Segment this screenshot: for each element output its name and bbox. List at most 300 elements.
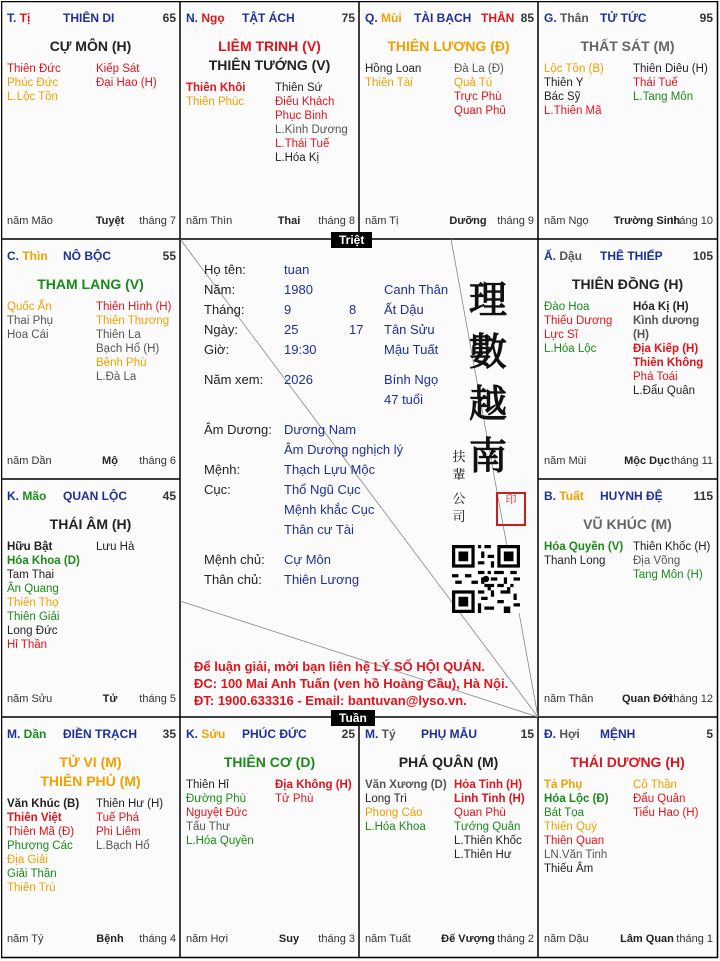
- calligraphy-char: 扶: [452, 450, 466, 465]
- minor-star: Thiên Quan: [544, 835, 605, 847]
- footer-month: tháng 12: [670, 693, 713, 705]
- palace-branch: [544, 727, 580, 741]
- minor-star: Kình dương (H): [633, 315, 700, 341]
- minor-stars-right: [454, 62, 506, 118]
- main-star: THIÊN ĐỒNG (H): [571, 276, 684, 292]
- minor-star: Địa Võng: [633, 555, 681, 567]
- calligraphy-small-2: [452, 491, 466, 527]
- palace-name: PHÚC ĐỨC: [242, 727, 307, 741]
- minor-star: Giải Thần: [7, 868, 57, 880]
- minor-star: Thiên Tài: [365, 77, 413, 89]
- palace-name: HUYNH ĐỆ: [600, 489, 663, 503]
- minor-star: Lưu Hà: [96, 541, 135, 553]
- minor-star: Bệnh Phù: [96, 357, 147, 369]
- palace-branch-name: Sửu: [201, 727, 226, 741]
- palace-name: QUAN LỘC: [63, 489, 127, 503]
- label-than-chu: Thân chủ:: [204, 572, 262, 587]
- footer-phase: Lâm Quan: [620, 933, 674, 945]
- footer-year: năm Dần: [7, 455, 52, 467]
- value-nam-xem-lunar: Bính Ngọ: [384, 372, 439, 387]
- palace-footer: [7, 215, 176, 229]
- contact-line-2: ĐC: 100 Mai Anh Tuấn (ven hồ Hoàng Cầu), Hà Nội.: [194, 676, 509, 691]
- value-cuc-3: Thân cư Tài: [284, 522, 354, 537]
- value-am-duong-2: Âm Dương nghịch lý: [284, 442, 404, 457]
- main-stars: [359, 753, 538, 772]
- palace-branch: [7, 727, 46, 741]
- palace-name: THIÊN DI: [63, 11, 115, 25]
- minor-star: Bác Sỹ: [544, 91, 581, 103]
- calligraphy-char: 司: [452, 510, 466, 525]
- palace-age-start: 45: [162, 489, 176, 503]
- minor-star: Hỏa Tinh (H): [454, 779, 523, 791]
- minor-stars-left: [7, 300, 53, 342]
- minor-stars-right: [633, 540, 710, 582]
- label-ngay: Ngày:: [204, 322, 238, 337]
- palace-age-start: 95: [699, 11, 713, 25]
- minor-stars-left: [7, 797, 79, 895]
- minor-star: Tang Môn (H): [633, 569, 703, 581]
- palace-stem: Q.: [365, 11, 382, 25]
- palace-branch: [186, 727, 225, 741]
- red-seal-stamp: 印: [496, 492, 526, 526]
- main-stars: [538, 37, 717, 56]
- contact-line-1: Để luận giải, mời bạn liên hệ LÝ SỐ HỘI QUÁN.: [194, 659, 485, 674]
- label-am-duong: Âm Dương:: [204, 422, 272, 437]
- palace-branch-name: Thìn: [22, 249, 48, 263]
- palace-footer: [7, 693, 176, 707]
- minor-stars-left: [186, 778, 254, 848]
- palace-footer: [544, 693, 713, 707]
- main-stars: [1, 753, 180, 791]
- value-menh: Thạch Lựu Mộc: [284, 462, 376, 477]
- footer-year: năm Dậu: [544, 933, 589, 945]
- minor-star: Quả Tú: [454, 77, 493, 89]
- palace-footer: [544, 455, 713, 469]
- palace-stem: K.: [7, 489, 23, 503]
- footer-month: tháng 3: [318, 933, 355, 945]
- minor-star: L.Đà La: [96, 371, 137, 383]
- minor-star: Tấu Thư: [186, 821, 230, 833]
- label-ho-ten: Họ tên:: [204, 262, 246, 277]
- palace-cell-ngo[interactable]: [180, 1, 359, 239]
- minor-stars-left: [7, 62, 61, 104]
- footer-phase: Suy: [278, 933, 300, 945]
- palace-footer: [365, 933, 534, 947]
- minor-stars-right: [275, 81, 348, 165]
- contact-line-3: ĐT: 1900.633316 - Email: bantuvan@lyso.vn.: [194, 693, 467, 708]
- calligraphy-char: 數: [468, 329, 507, 374]
- footer-year: năm Mùi: [544, 455, 587, 467]
- footer-phase: Trường Sinh: [613, 215, 681, 227]
- minor-star: Thanh Long: [544, 555, 606, 567]
- value-nam-lunar: Canh Thân: [384, 282, 449, 297]
- palace-footer: [544, 933, 713, 947]
- minor-star: Thiếu Âm: [544, 863, 594, 875]
- palace-cell-mui[interactable]: [359, 1, 538, 239]
- palace-age-start: 5: [706, 727, 713, 741]
- palace-branch-name: Tị: [19, 11, 31, 25]
- value-gio-lunar: Mậu Tuất: [384, 342, 439, 357]
- calligraphy-char: 理: [468, 277, 507, 322]
- minor-star: Lực Sĩ: [544, 329, 578, 341]
- minor-star: Long Trì: [365, 793, 408, 805]
- palace-age-start: 25: [341, 727, 355, 741]
- minor-stars-left: [7, 540, 80, 652]
- value-nam-xem: 2026: [284, 372, 313, 387]
- minor-star: Tuế Phá: [96, 812, 140, 824]
- label-menh: Mệnh:: [204, 462, 241, 477]
- footer-phase: Quan Đới: [622, 693, 672, 705]
- minor-star: Nguyệt Đức: [186, 807, 248, 819]
- minor-star: Tướng Quân: [454, 821, 521, 833]
- minor-star: L.Hóa Quyền: [186, 835, 254, 847]
- minor-star: Tả Phụ: [544, 779, 583, 791]
- palace-cell-hoi[interactable]: [538, 717, 717, 957]
- minor-star: Hữu Bật: [7, 541, 53, 553]
- minor-stars-right: [633, 62, 708, 104]
- minor-star: Hỉ Thần: [7, 639, 48, 651]
- palace-stem: G.: [544, 11, 561, 25]
- palace-cell-ty[interactable]: [359, 717, 538, 957]
- palace-branch: [365, 11, 402, 25]
- value-ho-ten: tuan: [284, 262, 310, 277]
- palace-branch: [7, 11, 30, 25]
- minor-star: Trực Phù: [454, 91, 502, 103]
- minor-star: Văn Khúc (B): [7, 798, 80, 810]
- minor-star: Thiên Khốc (H): [633, 541, 711, 553]
- minor-star: Thiên Mã (Đ): [7, 826, 75, 838]
- minor-star: Hóa Kị (H): [633, 301, 689, 313]
- palace-name: MỆNH: [600, 727, 636, 741]
- palace-name: THÊ THIẾP: [600, 249, 663, 263]
- minor-stars-left: [544, 778, 609, 876]
- palace-name: ĐIỀN TRẠCH: [63, 727, 137, 741]
- palace-age-start: 105: [692, 249, 713, 263]
- tuan-marker: Tuần: [331, 710, 375, 726]
- palace-age-start: 65: [162, 11, 176, 25]
- main-stars: [538, 753, 717, 772]
- minor-star: Hóa Quyền (V): [544, 541, 624, 553]
- footer-month: tháng 1: [676, 933, 713, 945]
- value-age: 47 tuổi: [384, 392, 424, 407]
- palace-name: TỬ TỨC: [600, 11, 647, 25]
- minor-stars-left: [544, 300, 612, 356]
- minor-star: Thiên Thọ: [7, 597, 59, 609]
- palace-branch: [7, 249, 48, 263]
- palace-stem: N.: [186, 11, 202, 25]
- palace-branch-name: Tý: [381, 727, 396, 741]
- minor-star: Hóa Khoa (D): [7, 555, 80, 567]
- minor-star: L.Bạch Hổ: [96, 840, 150, 852]
- main-stars: [538, 515, 717, 534]
- than-marker: THÂN: [481, 11, 515, 25]
- palace-stem: B.: [544, 489, 560, 503]
- minor-star: Kiếp Sát: [96, 63, 140, 75]
- footer-phase: Mộc Dục: [624, 455, 670, 467]
- minor-stars-right: [96, 540, 134, 554]
- value-ngay-lunar-num: 17: [349, 322, 364, 337]
- footer-phase: Mộ: [102, 455, 118, 467]
- palace-footer: [7, 455, 176, 469]
- palace-branch-name: Thân: [560, 11, 589, 25]
- footer-year: năm Mão: [7, 215, 53, 227]
- minor-star: L.Thiên Khốc: [454, 835, 522, 847]
- footer-month: tháng 8: [318, 215, 355, 227]
- label-gio: Giờ:: [204, 342, 230, 357]
- palace-stem: M.: [7, 727, 24, 741]
- minor-stars-left: [544, 540, 623, 568]
- value-cuc-2: Mệnh khắc Cục: [284, 502, 375, 517]
- palace-branch-name: Dậu: [559, 249, 583, 263]
- minor-stars-left: [365, 62, 421, 90]
- minor-star: Đào Hoa: [544, 301, 590, 313]
- minor-star: Đẩu Quân: [633, 793, 686, 805]
- footer-month: tháng 7: [139, 215, 176, 227]
- value-ngay-lunar: Tân Sửu: [384, 322, 435, 337]
- palace-footer: [186, 933, 355, 947]
- minor-star: Thiên Phúc: [186, 96, 245, 108]
- minor-star: Thiên Sứ: [275, 82, 323, 94]
- minor-star: Đường Phù: [186, 793, 246, 805]
- footer-phase: Tuyệt: [95, 215, 125, 227]
- minor-star: L.Lộc Tồn: [7, 91, 58, 103]
- palace-branch-name: Mão: [22, 489, 47, 503]
- minor-star: L.Hóa Kị: [275, 152, 320, 164]
- footer-year: năm Tị: [365, 215, 399, 227]
- main-stars: [180, 37, 359, 75]
- minor-star: Thiên Thương: [96, 315, 170, 327]
- calligraphy-char: 越: [468, 381, 507, 426]
- palace-age-start: 55: [162, 249, 176, 263]
- main-star: THIÊN PHỦ (M): [40, 773, 141, 789]
- palace-branch: [186, 11, 225, 25]
- main-stars: [359, 37, 538, 56]
- minor-stars-right: [96, 62, 157, 90]
- label-menh-chu: Mệnh chủ:: [204, 552, 265, 567]
- minor-stars-right: [96, 797, 163, 853]
- minor-stars-left: [544, 62, 604, 118]
- minor-star: Phá Toái: [633, 371, 678, 383]
- main-star: THAM LANG (V): [37, 276, 144, 292]
- minor-stars-right: [633, 778, 698, 820]
- palace-age-start: 35: [162, 727, 176, 741]
- value-cuc: Thổ Ngũ Cục: [284, 482, 361, 497]
- palace-stem: Đ.: [544, 727, 560, 741]
- label-nam: Năm:: [204, 282, 236, 297]
- minor-star: Quốc Ấn: [7, 301, 52, 313]
- calligraphy-char: 輩: [452, 468, 466, 483]
- main-stars: [180, 753, 359, 772]
- palace-age-start: 115: [693, 489, 713, 503]
- minor-star: Quan Phù: [454, 807, 506, 819]
- minor-star: LN.Văn Tinh: [544, 849, 608, 861]
- minor-star: Thiên Việt: [7, 812, 62, 824]
- palace-stem: T.: [7, 11, 20, 25]
- minor-star: Cô Thần: [633, 779, 677, 791]
- palace-branch-name: Ngọ: [201, 11, 225, 25]
- minor-star: Bạch Hổ (H): [96, 343, 160, 355]
- palace-cell-ti[interactable]: [1, 1, 180, 239]
- main-star: VŨ KHÚC (M): [583, 516, 672, 532]
- palace-age-start: 15: [520, 727, 534, 741]
- palace-footer: [544, 215, 713, 229]
- minor-star: L.Kình Dương: [275, 124, 348, 136]
- main-star: THÁI ÂM (H): [49, 516, 132, 532]
- main-star: THIÊN TƯỚNG (V): [208, 57, 331, 73]
- minor-star: Thiên Diêu (H): [633, 63, 708, 75]
- palace-cell-dau[interactable]: [538, 239, 717, 479]
- main-star: CỰ MÔN (H): [49, 38, 132, 54]
- palace-stem: Ấ.: [544, 249, 560, 263]
- main-star: PHÁ QUÂN (M): [398, 754, 499, 770]
- main-star: THIÊN CƠ (D): [223, 754, 316, 770]
- palace-cell-tuat[interactable]: [538, 479, 717, 717]
- footer-phase: Tử: [102, 693, 118, 705]
- footer-year: năm Tuất: [365, 933, 411, 945]
- minor-star: Long Đức: [7, 625, 58, 637]
- palace-age-start: 75: [341, 11, 355, 25]
- palace-cell-thin[interactable]: [1, 239, 180, 479]
- value-nam-solar: 1980: [284, 282, 313, 297]
- palace-cell-dan[interactable]: [1, 717, 180, 957]
- minor-star: L.Thiên Hư: [454, 849, 512, 861]
- minor-star: Thiên La: [96, 329, 141, 341]
- main-star: LIÊM TRINH (V): [218, 38, 321, 54]
- calligraphy-seal: [465, 274, 511, 482]
- minor-stars-left: [365, 778, 447, 834]
- palace-branch-name: Dần: [23, 727, 47, 741]
- palace-stem: K.: [186, 727, 202, 741]
- minor-star: Địa Kiếp (H): [633, 343, 699, 355]
- palace-name: NÔ BỘC: [63, 249, 111, 263]
- value-thang-lunar-num: 8: [349, 302, 357, 317]
- main-stars: [1, 515, 180, 534]
- minor-star: L.Tang Môn: [633, 91, 694, 103]
- value-than-chu: Thiên Lương: [284, 572, 360, 587]
- palace-branch: [7, 489, 46, 503]
- minor-star: Phúc Đức: [7, 77, 59, 89]
- footer-phase: Đế Vượng: [441, 933, 495, 945]
- palace-name: PHỤ MẪU: [421, 727, 477, 741]
- minor-star: Đà La (Đ): [454, 63, 504, 75]
- palace-name: TẬT ÁCH: [242, 11, 295, 25]
- footer-year: năm Tý: [7, 933, 44, 945]
- footer-year: năm Ngọ: [544, 215, 589, 227]
- main-star: THÁI DƯƠNG (H): [570, 754, 685, 770]
- value-thang-lunar: Ất Dậu: [384, 302, 424, 317]
- minor-stars-right: [275, 778, 352, 806]
- palace-branch-name: Tuất: [559, 489, 584, 503]
- minor-stars-right: [96, 300, 171, 384]
- minor-star: Thái Tuế: [633, 77, 678, 89]
- palace-stem: M.: [365, 727, 382, 741]
- minor-star: Tam Thai: [7, 569, 55, 581]
- minor-star: Địa Giải: [7, 854, 48, 866]
- minor-star: Thiên Hình (H): [96, 301, 172, 313]
- footer-phase: Thai: [277, 215, 301, 227]
- minor-star: Hóa Lộc (Đ): [544, 793, 609, 805]
- minor-star: Thiên Không: [633, 357, 704, 369]
- minor-star: Thai Phụ: [7, 315, 54, 327]
- minor-star: Quan Phủ: [454, 105, 506, 117]
- minor-star: L.Thái Tuế: [275, 138, 330, 150]
- palace-branch: [544, 489, 584, 503]
- minor-star: Thiên Hư (H): [96, 798, 164, 810]
- palace-branch: [544, 249, 582, 263]
- minor-star: Điếu Khách: [275, 96, 335, 108]
- label-cuc: Cục:: [204, 482, 231, 497]
- palace-branch-name: Hợi: [559, 727, 580, 741]
- palace-footer: [7, 933, 176, 947]
- minor-star: Lộc Tồn (B): [544, 63, 604, 75]
- footer-month: tháng 5: [139, 693, 176, 705]
- palace-cell-than[interactable]: [538, 1, 717, 239]
- value-ngay-solar: 25: [284, 322, 299, 337]
- calligraphy-small-1: [452, 449, 466, 485]
- main-star: THIÊN LƯƠNG (Đ): [387, 38, 510, 54]
- minor-star: Phục Binh: [275, 110, 328, 122]
- palace-footer: [365, 215, 534, 229]
- minor-star: Thiên Trù: [7, 882, 56, 894]
- qr-code[interactable]: [452, 545, 520, 613]
- minor-star: Phong Cáo: [365, 807, 423, 819]
- minor-star: Thiên Giải: [7, 611, 60, 623]
- main-stars: [1, 37, 180, 56]
- palace-cell-suu[interactable]: [180, 717, 359, 957]
- triet-marker: Triệt: [331, 232, 372, 248]
- minor-star: Địa Không (H): [275, 779, 352, 791]
- minor-star: Thiên Y: [544, 77, 584, 89]
- footer-year: năm Thân: [544, 693, 594, 705]
- minor-star: Thiên Đức: [7, 63, 61, 75]
- main-stars: [538, 275, 717, 294]
- minor-star: Linh Tinh (H): [454, 793, 525, 805]
- minor-star: Thiên Hỉ: [186, 779, 229, 791]
- minor-star: L.Hóa Lộc: [544, 343, 597, 355]
- minor-star: Văn Xương (D): [365, 779, 447, 791]
- minor-star: L.Thiên Mã: [544, 105, 602, 117]
- palace-name: TÀI BẠCH: [414, 11, 472, 25]
- palace-cell-mao[interactable]: [1, 479, 180, 717]
- minor-star: Tiểu Hao (H): [633, 807, 699, 819]
- value-menh-chu: Cự Môn: [284, 552, 331, 567]
- minor-star: Phượng Các: [7, 840, 73, 852]
- minor-star: Thiếu Dương: [544, 315, 613, 327]
- palace-age-start: 85: [520, 11, 534, 25]
- value-gio-solar: 19:30: [284, 342, 317, 357]
- footer-month: tháng 6: [139, 455, 176, 467]
- footer-month: tháng 9: [497, 215, 534, 227]
- footer-month: tháng 11: [670, 455, 713, 467]
- footer-month: tháng 4: [139, 933, 176, 945]
- palace-branch: [544, 11, 589, 25]
- minor-star: Bát Tọa: [544, 807, 585, 819]
- minor-star: Phi Liêm: [96, 826, 141, 838]
- value-thang-solar: 9: [284, 302, 292, 317]
- calligraphy-char: 南: [468, 433, 507, 478]
- main-stars: [1, 275, 180, 294]
- minor-stars-right: [454, 778, 525, 862]
- footer-month: tháng 10: [670, 215, 713, 227]
- calligraphy-char: 公: [452, 492, 466, 507]
- value-am-duong: Dương Nam: [284, 422, 357, 437]
- minor-star: Thiên Khôi: [186, 82, 246, 94]
- palace-branch-name: Mùi: [381, 11, 402, 25]
- palace-stem: C.: [7, 249, 23, 263]
- palace-footer: [186, 215, 355, 229]
- minor-star: L.Đẩu Quân: [633, 385, 696, 397]
- footer-year: năm Hợi: [186, 933, 229, 945]
